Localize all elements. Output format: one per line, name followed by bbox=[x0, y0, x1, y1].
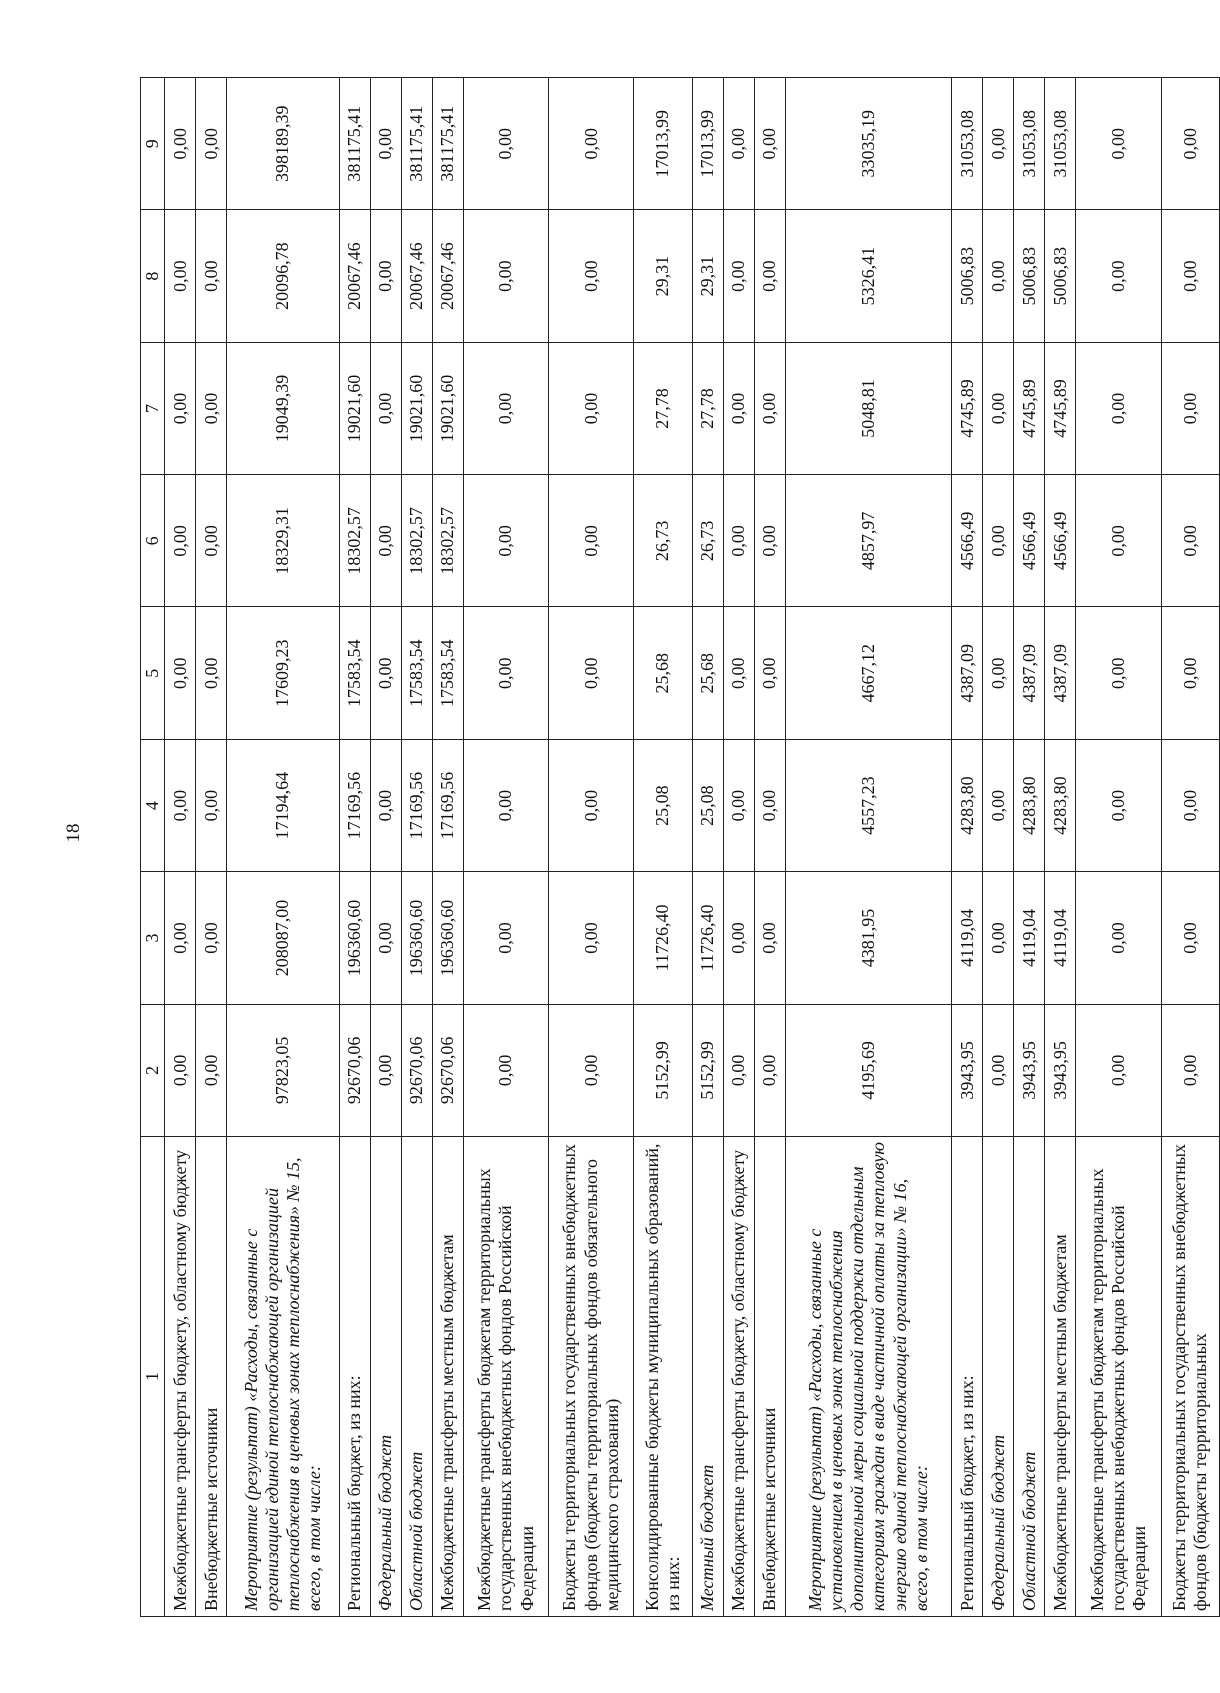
value-cell: 0,00 bbox=[549, 1004, 634, 1136]
row-label: Межбюджетные трансферты бюджету, областному бюджету bbox=[165, 1137, 196, 1617]
value-cell: 17013,99 bbox=[634, 78, 692, 210]
column-header: 4 bbox=[141, 739, 165, 871]
table-row bbox=[1014, 78, 1045, 1617]
value-cell: 4745,89 bbox=[1014, 342, 1045, 474]
value-cell: 0,00 bbox=[165, 739, 196, 871]
value-cell: 0,00 bbox=[723, 607, 754, 739]
row-label: Региональный бюджет, из них: bbox=[952, 1137, 983, 1617]
value-cell: 0,00 bbox=[196, 872, 227, 1004]
value-cell: 4283,80 bbox=[1045, 739, 1076, 871]
value-cell: 0,00 bbox=[463, 872, 548, 1004]
value-cell: 5006,83 bbox=[1045, 210, 1076, 342]
value-cell: 17609,23 bbox=[227, 607, 340, 739]
value-cell: 0,00 bbox=[723, 210, 754, 342]
value-cell: 0,00 bbox=[1076, 475, 1161, 607]
value-cell: 19021,60 bbox=[401, 342, 432, 474]
table-row bbox=[723, 78, 754, 1617]
value-cell: 4745,89 bbox=[952, 342, 983, 474]
value-cell: 0,00 bbox=[754, 78, 785, 210]
value-cell: 4745,89 bbox=[1045, 342, 1076, 474]
value-cell: 0,00 bbox=[463, 1004, 548, 1136]
column-header: 6 bbox=[141, 475, 165, 607]
row-label: Внебюджетные источники bbox=[754, 1137, 785, 1617]
value-cell: 0,00 bbox=[549, 210, 634, 342]
value-cell: 4557,23 bbox=[785, 739, 952, 871]
value-cell: 196360,60 bbox=[432, 872, 463, 1004]
value-cell: 11726,40 bbox=[634, 872, 692, 1004]
value-cell: 17169,56 bbox=[339, 739, 370, 871]
value-cell: 0,00 bbox=[1161, 872, 1219, 1004]
value-cell: 0,00 bbox=[723, 739, 754, 871]
value-cell: 3943,95 bbox=[952, 1004, 983, 1136]
row-label: Внебюджетные источники bbox=[196, 1137, 227, 1617]
value-cell: 31053,08 bbox=[1045, 78, 1076, 210]
value-cell: 0,00 bbox=[165, 78, 196, 210]
value-cell: 0,00 bbox=[983, 1004, 1014, 1136]
value-cell: 0,00 bbox=[1076, 342, 1161, 474]
value-cell: 0,00 bbox=[1076, 739, 1161, 871]
column-header: 8 bbox=[141, 210, 165, 342]
value-cell: 0,00 bbox=[370, 607, 401, 739]
table-row bbox=[692, 78, 723, 1617]
value-cell: 0,00 bbox=[463, 475, 548, 607]
table-row bbox=[1076, 78, 1161, 1617]
value-cell: 4119,04 bbox=[952, 872, 983, 1004]
value-cell: 0,00 bbox=[1076, 78, 1161, 210]
value-cell: 4667,12 bbox=[785, 607, 952, 739]
value-cell: 18329,31 bbox=[227, 475, 340, 607]
value-cell: 0,00 bbox=[549, 607, 634, 739]
table-row bbox=[1045, 78, 1076, 1617]
value-cell: 0,00 bbox=[549, 475, 634, 607]
column-header: 1 bbox=[141, 1137, 165, 1617]
row-label: Областной бюджет bbox=[401, 1137, 432, 1617]
table-row bbox=[339, 78, 370, 1617]
value-cell: 31053,08 bbox=[952, 78, 983, 210]
value-cell: 0,00 bbox=[754, 475, 785, 607]
value-cell: 0,00 bbox=[1161, 210, 1219, 342]
row-label: Местный бюджет bbox=[692, 1137, 723, 1617]
table-row bbox=[165, 78, 196, 1617]
value-cell: 33035,19 bbox=[785, 78, 952, 210]
value-cell: 0,00 bbox=[370, 872, 401, 1004]
value-cell: 381175,41 bbox=[401, 78, 432, 210]
row-label: Межбюджетные трансферты бюджетам территориальных государственных внебюджетных фондов Российской Федерации bbox=[463, 1137, 548, 1617]
value-cell: 5006,83 bbox=[952, 210, 983, 342]
value-cell: 4566,49 bbox=[1014, 475, 1045, 607]
table-row bbox=[227, 78, 340, 1617]
value-cell: 5152,99 bbox=[692, 1004, 723, 1136]
value-cell: 18302,57 bbox=[339, 475, 370, 607]
value-cell: 17583,54 bbox=[401, 607, 432, 739]
value-cell: 97823,05 bbox=[227, 1004, 340, 1136]
table-row bbox=[196, 78, 227, 1617]
value-cell: 0,00 bbox=[754, 1004, 785, 1136]
column-header: 7 bbox=[141, 342, 165, 474]
value-cell: 25,08 bbox=[634, 739, 692, 871]
value-cell: 0,00 bbox=[723, 1004, 754, 1136]
table-row bbox=[370, 78, 401, 1617]
value-cell: 17583,54 bbox=[432, 607, 463, 739]
value-cell: 17583,54 bbox=[339, 607, 370, 739]
value-cell: 0,00 bbox=[1076, 1004, 1161, 1136]
value-cell: 0,00 bbox=[370, 739, 401, 871]
column-header: 5 bbox=[141, 607, 165, 739]
value-cell: 0,00 bbox=[196, 475, 227, 607]
rotated-table-container bbox=[140, 77, 1220, 1617]
value-cell: 0,00 bbox=[463, 607, 548, 739]
value-cell: 19021,60 bbox=[339, 342, 370, 474]
value-cell: 17013,99 bbox=[692, 78, 723, 210]
value-cell: 92670,06 bbox=[401, 1004, 432, 1136]
value-cell: 0,00 bbox=[754, 342, 785, 474]
row-label: Федеральный бюджет bbox=[983, 1137, 1014, 1617]
value-cell: 29,31 bbox=[692, 210, 723, 342]
value-cell: 0,00 bbox=[370, 1004, 401, 1136]
value-cell: 4283,80 bbox=[952, 739, 983, 871]
value-cell: 4566,49 bbox=[1045, 475, 1076, 607]
value-cell: 20067,46 bbox=[339, 210, 370, 342]
column-number-row bbox=[141, 78, 165, 1617]
value-cell: 0,00 bbox=[983, 78, 1014, 210]
value-cell: 4195,69 bbox=[785, 1004, 952, 1136]
value-cell: 0,00 bbox=[549, 78, 634, 210]
value-cell: 381175,41 bbox=[432, 78, 463, 210]
value-cell: 0,00 bbox=[1161, 475, 1219, 607]
row-label: Межбюджетные трансферты местным бюджетам bbox=[1045, 1137, 1076, 1617]
value-cell: 27,78 bbox=[634, 342, 692, 474]
value-cell: 17169,56 bbox=[401, 739, 432, 871]
row-label: Межбюджетные трансферты местным бюджетам bbox=[432, 1137, 463, 1617]
value-cell: 25,08 bbox=[692, 739, 723, 871]
value-cell: 0,00 bbox=[165, 1004, 196, 1136]
row-label: Областной бюджет bbox=[1014, 1137, 1045, 1617]
value-cell: 31053,08 bbox=[1014, 78, 1045, 210]
value-cell: 4387,09 bbox=[952, 607, 983, 739]
table-body bbox=[165, 78, 1220, 1617]
value-cell: 0,00 bbox=[1076, 872, 1161, 1004]
value-cell: 92670,06 bbox=[432, 1004, 463, 1136]
value-cell: 0,00 bbox=[370, 342, 401, 474]
value-cell: 0,00 bbox=[983, 210, 1014, 342]
value-cell: 4381,95 bbox=[785, 872, 952, 1004]
value-cell: 0,00 bbox=[196, 210, 227, 342]
value-cell: 0,00 bbox=[1161, 1004, 1219, 1136]
value-cell: 0,00 bbox=[463, 78, 548, 210]
value-cell: 0,00 bbox=[723, 78, 754, 210]
value-cell: 0,00 bbox=[165, 475, 196, 607]
value-cell: 0,00 bbox=[165, 210, 196, 342]
table-row bbox=[463, 78, 548, 1617]
page-number: 18 bbox=[63, 823, 84, 843]
value-cell: 0,00 bbox=[723, 872, 754, 1004]
row-label: Бюджеты территориальных государственных внебюджетных фондов (бюджеты территориальных фондов обязательного медицинского страхования) bbox=[549, 1137, 634, 1617]
table-row bbox=[549, 78, 634, 1617]
value-cell: 3943,95 bbox=[1014, 1004, 1045, 1136]
value-cell: 0,00 bbox=[754, 210, 785, 342]
value-cell: 20067,46 bbox=[432, 210, 463, 342]
value-cell: 0,00 bbox=[983, 607, 1014, 739]
value-cell: 0,00 bbox=[463, 739, 548, 871]
table-row bbox=[1161, 78, 1219, 1617]
value-cell: 208087,00 bbox=[227, 872, 340, 1004]
value-cell: 0,00 bbox=[754, 739, 785, 871]
value-cell: 381175,41 bbox=[339, 78, 370, 210]
value-cell: 19049,39 bbox=[227, 342, 340, 474]
value-cell: 4283,80 bbox=[1014, 739, 1045, 871]
value-cell: 25,68 bbox=[692, 607, 723, 739]
row-label: Федеральный бюджет bbox=[370, 1137, 401, 1617]
value-cell: 0,00 bbox=[370, 210, 401, 342]
value-cell: 196360,60 bbox=[339, 872, 370, 1004]
value-cell: 4119,04 bbox=[1045, 872, 1076, 1004]
value-cell: 4857,97 bbox=[785, 475, 952, 607]
value-cell: 0,00 bbox=[196, 1004, 227, 1136]
value-cell: 0,00 bbox=[983, 475, 1014, 607]
row-label: Региональный бюджет, из них: bbox=[339, 1137, 370, 1617]
value-cell: 17169,56 bbox=[432, 739, 463, 871]
value-cell: 0,00 bbox=[165, 342, 196, 474]
value-cell: 18302,57 bbox=[432, 475, 463, 607]
value-cell: 0,00 bbox=[463, 342, 548, 474]
value-cell: 0,00 bbox=[983, 872, 1014, 1004]
value-cell: 20067,46 bbox=[401, 210, 432, 342]
value-cell: 0,00 bbox=[370, 475, 401, 607]
table-row bbox=[983, 78, 1014, 1617]
table-row bbox=[401, 78, 432, 1617]
value-cell: 0,00 bbox=[1076, 607, 1161, 739]
value-cell: 3943,95 bbox=[1045, 1004, 1076, 1136]
value-cell: 19021,60 bbox=[432, 342, 463, 474]
value-cell: 0,00 bbox=[370, 78, 401, 210]
value-cell: 196360,60 bbox=[401, 872, 432, 1004]
column-header: 3 bbox=[141, 872, 165, 1004]
value-cell: 20096,78 bbox=[227, 210, 340, 342]
value-cell: 25,68 bbox=[634, 607, 692, 739]
table-row bbox=[785, 78, 952, 1617]
value-cell: 11726,40 bbox=[692, 872, 723, 1004]
value-cell: 5048,81 bbox=[785, 342, 952, 474]
row-label: Консолидированные бюджеты муниципальных образований, из них: bbox=[634, 1137, 692, 1617]
value-cell: 0,00 bbox=[196, 78, 227, 210]
table-row bbox=[952, 78, 983, 1617]
column-header: 2 bbox=[141, 1004, 165, 1136]
value-cell: 0,00 bbox=[723, 342, 754, 474]
value-cell: 0,00 bbox=[196, 739, 227, 871]
value-cell: 0,00 bbox=[1161, 342, 1219, 474]
table-row bbox=[432, 78, 463, 1617]
value-cell: 0,00 bbox=[165, 607, 196, 739]
value-cell: 4387,09 bbox=[1014, 607, 1045, 739]
value-cell: 17194,64 bbox=[227, 739, 340, 871]
value-cell: 0,00 bbox=[983, 739, 1014, 871]
value-cell: 0,00 bbox=[983, 342, 1014, 474]
row-label: Мероприятие (результат) «Расходы, связанные с установлением в ценовых зонах теплоснабжения дополнительной меры социальной поддержки отдельным категориям граждан в виде частичной оплаты за тепловую энергию единой теплоснабжающей организации» № 16, всего, в том числе: bbox=[785, 1137, 952, 1617]
value-cell: 5326,41 bbox=[785, 210, 952, 342]
value-cell: 0,00 bbox=[1161, 78, 1219, 210]
row-label: Межбюджетные трансферты бюджету, областному бюджету bbox=[723, 1137, 754, 1617]
value-cell: 0,00 bbox=[1161, 739, 1219, 871]
value-cell: 398189,39 bbox=[227, 78, 340, 210]
value-cell: 26,73 bbox=[634, 475, 692, 607]
value-cell: 4387,09 bbox=[1045, 607, 1076, 739]
table-row bbox=[634, 78, 692, 1617]
row-label: Межбюджетные трансферты бюджетам территориальных государственных внебюджетных фондов Российской Федерации bbox=[1076, 1137, 1161, 1617]
value-cell: 26,73 bbox=[692, 475, 723, 607]
value-cell: 4566,49 bbox=[952, 475, 983, 607]
value-cell: 0,00 bbox=[549, 739, 634, 871]
value-cell: 5152,99 bbox=[634, 1004, 692, 1136]
value-cell: 0,00 bbox=[723, 475, 754, 607]
value-cell: 0,00 bbox=[1076, 210, 1161, 342]
value-cell: 0,00 bbox=[754, 872, 785, 1004]
value-cell: 0,00 bbox=[196, 342, 227, 474]
value-cell: 0,00 bbox=[549, 342, 634, 474]
value-cell: 18302,57 bbox=[401, 475, 432, 607]
value-cell: 0,00 bbox=[754, 607, 785, 739]
column-header: 9 bbox=[141, 78, 165, 210]
value-cell: 0,00 bbox=[196, 607, 227, 739]
row-label: Мероприятие (результат) «Расходы, связанные с организацией единой теплоснабжающей организацией теплоснабжения в ценовых зонах теплоснабжения» № 15, всего, в том числе: bbox=[227, 1137, 340, 1617]
row-label: Бюджеты территориальных государственных внебюджетных фондов (бюджеты территориальных bbox=[1161, 1137, 1219, 1617]
value-cell: 27,78 bbox=[692, 342, 723, 474]
budget-table bbox=[140, 77, 1220, 1617]
value-cell: 0,00 bbox=[1161, 607, 1219, 739]
value-cell: 5006,83 bbox=[1014, 210, 1045, 342]
value-cell: 0,00 bbox=[165, 872, 196, 1004]
table-row bbox=[754, 78, 785, 1617]
value-cell: 0,00 bbox=[549, 872, 634, 1004]
value-cell: 29,31 bbox=[634, 210, 692, 342]
value-cell: 0,00 bbox=[463, 210, 548, 342]
value-cell: 4119,04 bbox=[1014, 872, 1045, 1004]
value-cell: 92670,06 bbox=[339, 1004, 370, 1136]
